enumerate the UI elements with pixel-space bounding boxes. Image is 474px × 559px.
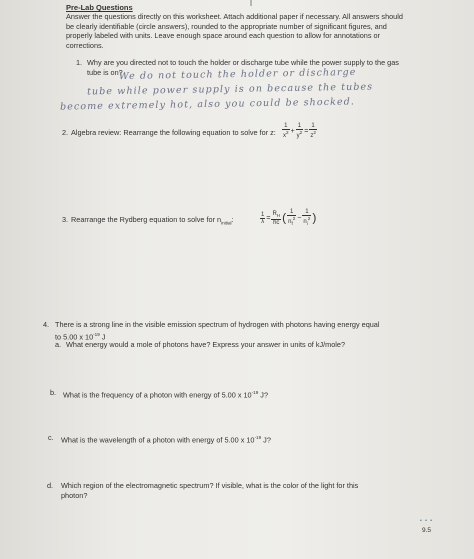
q2-equation: $\frac{1}{x^2}$ + $\frac{1}{y^2}$ = $\frac{1}{z^2}$	[283, 123, 316, 139]
q1-handwritten-answer-line-2: tube while power supply is on because the tubes	[86, 81, 374, 98]
fold-mark	[250, 0, 252, 6]
page-number: 9.5	[422, 527, 432, 534]
rydberg-equation: $\frac{1}{\lambda}$ = $\frac{R_H}{hc}$ ( $\frac{1}{n_f^2}$ − $\frac{1}{n_i^2}$ )	[261, 209, 317, 227]
q1-handwritten-answer-line-3: become extremely hot, also you could be shocked.	[59, 96, 356, 113]
q2-number: 2.	[62, 128, 69, 137]
q1-line-1: Why are you directed not to touch the holder or discharge tube while the power supply to the gas	[87, 58, 399, 67]
instructions-line-3: properly labeled with units. Leave enough space around each question to allow for annotations or	[66, 31, 380, 40]
instructions-line-1: Answer the questions directly on this worksheet. Attach additional paper if necessary. All answers should	[66, 12, 403, 21]
q4-number: 4.	[43, 320, 50, 329]
q4-line-2: to 5.00 x $10^{-19}$ J	[55, 332, 106, 342]
q1-number: 1.	[76, 58, 83, 67]
q4a-text: What energy would a mole of photons have? Express your answer in units of kJ/mole?	[66, 340, 346, 349]
q4c-label: c.	[48, 433, 54, 442]
q2-text	[71, 123, 316, 139]
q1-line-2: tube is on?	[87, 67, 123, 77]
instructions-line-2: be clearly identifiable (circle answers), rounded to the appropriate number of significant figures, and	[66, 21, 387, 31]
q2-prompt: Algebra review: Rearrange the following equation to solve for z:	[71, 128, 276, 137]
instructions-line-4: corrections.	[66, 40, 104, 50]
q4c-text: What is the wavelength of a photon with energy of 5.00 x $10^{-19}$ J?	[61, 435, 271, 445]
q3-prompt: Rearrange the Rydberg equation to solve for n	[71, 215, 222, 224]
q1-handwritten-answer-line-1: We do not touch the holder or discharge	[118, 66, 357, 83]
q4d-line-2: photon?	[61, 491, 88, 500]
q3-number: 3.	[62, 215, 69, 224]
section-title: Pre-Lab Questions	[66, 3, 133, 12]
q4d-label: d.	[47, 481, 54, 490]
q4d-line-1: Which region of the electromagnetic spectrum? If visible, what is the color of the light for this	[61, 481, 359, 490]
footer-dots: • • •	[420, 518, 434, 524]
q4-line-1: There is a strong line in the visible emission spectrum of hydrogen with photons having energy equal	[55, 320, 380, 329]
q3-text: Rearrange the Rydberg equation to solve for $n_{initial}$: $\frac{1}{\lambda}$ = $\frac{R_H}{hc}$ ( $\frac{1}{n_f^2}$ − $\frac{1}{n_i^2}$ )	[71, 209, 317, 227]
q4a-label: a.	[55, 340, 62, 349]
q4b-label: b.	[50, 388, 57, 397]
q4b-text: What is the frequency of a photon with energy of 5.00 x $10^{-19}$ J?	[63, 390, 268, 400]
